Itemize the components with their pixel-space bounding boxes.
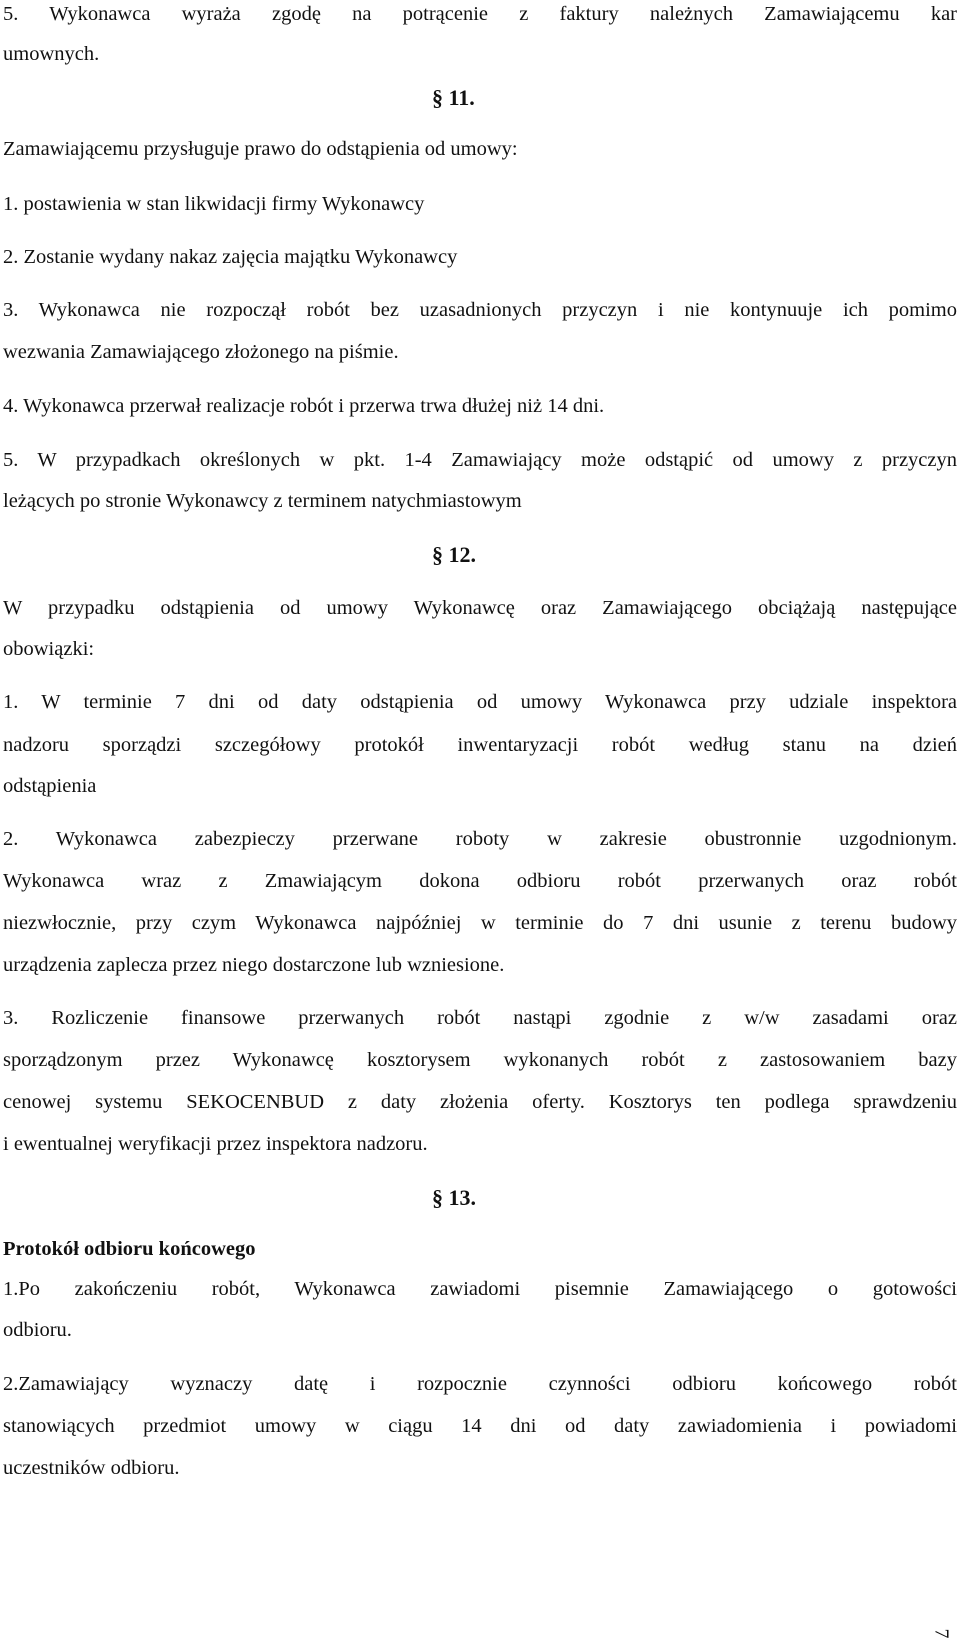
s12-item2-line3: niezwłocznie, przy czym Wykonawca najpóźniej w terminie do 7 dni usunie z terenu budowy [3, 912, 957, 934]
s11-item5-line1: 5. W przypadkach określonych w pkt. 1-4 Zamawiający może odstąpić od umowy z przyczyn [3, 449, 957, 471]
s11-item1: 1. postawienia w stan likwidacji firmy Wykonawcy [3, 193, 425, 215]
section-12-heading: § 12. [432, 542, 476, 567]
s12-item3-line1: 3. Rozliczenie finansowe przerwanych robót nastąpi zgodnie z w/w zasadami oraz [3, 1007, 957, 1029]
s13-item2-line3: uczestników odbioru. [3, 1457, 180, 1479]
s12-item3-line3: cenowej systemu SEKOCENBUD z daty złożenia oferty. Kosztorys ten podlega sprawdzeniu [3, 1091, 957, 1113]
s11-item5-line2: leżących po stronie Wykonawcy z terminem natychmiastowym [3, 490, 522, 512]
s13-subheading: Protokół odbioru końcowego [3, 1238, 256, 1260]
section-13-heading: § 13. [432, 1185, 476, 1210]
s13-item1-line1: 1.Po zakończeniu robót, Wykonawca zawiadomi pisemnie Zamawiającego o gotowości [3, 1278, 957, 1300]
s11-item3-line1: 3. Wykonawca nie rozpoczął robót bez uzasadnionych przyczyn i nie kontynuuje ich pomimo [3, 299, 957, 321]
s11-item4: 4. Wykonawca przerwał realizacje robót i przerwa trwa dłużej niż 14 dni. [3, 395, 605, 417]
s11-item2: 2. Zostanie wydany nakaz zajęcia majątku Wykonawcy [3, 246, 458, 268]
s12-item1-line3: odstąpienia [3, 775, 97, 797]
s12-item1-line1: 1. W terminie 7 dni od daty odstąpienia od umowy Wykonawca przy udziale inspektora [3, 691, 957, 713]
s13-item1-line2: odbioru. [3, 1319, 72, 1341]
s12-item3-line4: i ewentualnej weryfikacji przez inspektora nadzoru. [3, 1133, 428, 1155]
s12-item2-line1: 2. Wykonawca zabezpieczy przerwane roboty w zakresie obustronnie uzgodnionym. [3, 828, 957, 850]
s13-item2-line1: 2.Zamawiający wyznaczy datę i rozpocznie czynności odbioru końcowego robót [3, 1373, 957, 1395]
s12-intro-line2: obowiązki: [3, 638, 95, 660]
s12-item2-line2: Wykonawca wraz z Zmawiającym dokona odbioru robót przerwanych oraz robót [3, 870, 957, 892]
s12-item3-line2: sporządzonym przez Wykonawcę kosztorysem wykonanych robót z zastosowaniem bazy [3, 1049, 957, 1071]
section-11-heading: § 11. [432, 85, 475, 110]
s12-item1-line2: nadzoru sporządzi szczegółowy protokół inwentaryzacji robót według stanu na dzień [3, 734, 957, 756]
s12-item2-line4: urządzenia zaplecza przez niego dostarczone lub wzniesione. [3, 954, 505, 976]
s10-item5-line2: umownych. [3, 43, 100, 65]
s12-intro-line1: W przypadku odstąpienia od umowy Wykonawcę oraz Zamawiającego obciążają następujące [3, 597, 957, 619]
s13-item2-line2: stanowiących przedmiot umowy w ciągu 14 dni od daty zawiadomienia i powiadomi [3, 1415, 957, 1437]
page-number: 7 [930, 1628, 953, 1639]
s11-item3-line2: wezwania Zamawiającego złożonego na piśmie. [3, 341, 399, 363]
s11-intro: Zamawiającemu przysługuje prawo do odstąpienia od umowy: [3, 138, 518, 160]
s10-item5-line1: 5. Wykonawca wyraża zgodę na potrącenie z faktury należnych Zamawiającemu kar [3, 3, 957, 25]
